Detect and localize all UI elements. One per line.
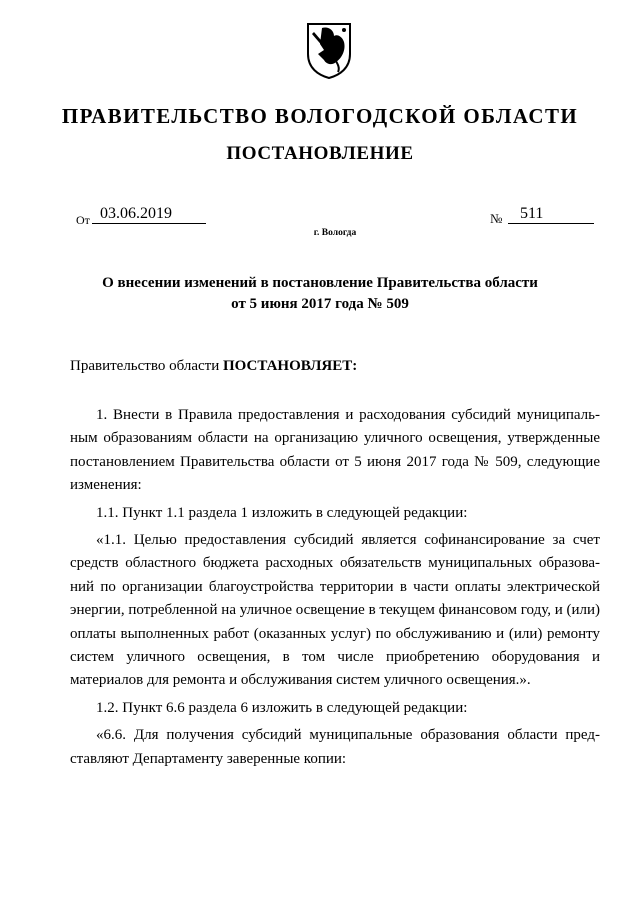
vologda-coat-of-arms-icon — [304, 20, 354, 80]
subject-line-2: от 5 июня 2017 года № 509 — [231, 296, 409, 312]
number-label: № — [490, 211, 503, 226]
date-value: 03.06.2019 — [92, 204, 206, 224]
org-title: ПРАВИТЕЛЬСТВО ВОЛОГОДСКОЙ ОБЛАСТИ — [61, 104, 579, 128]
document-subject — [60, 273, 580, 315]
paragraph: 1.2. Пункт 6.6 раздела 6 изложить в следующей редакции: — [96, 699, 468, 716]
resolve-keyword: ПОСТАНОВЛЯЕТ: — [222, 358, 358, 374]
paragraph: 1.1. Пункт 1.1 раздела 1 изложить в следующей редакции: — [96, 504, 468, 521]
paragraph: «1.1. Целью предоставления субсидий является софинансирование за счет средств областного бюджета расходных обязательств муниципальных образований по организации благоустройства территории в части оплаты электрической энергии, потребленной на уличное освещение в текущем финансовом году, и (или) оплаты выполненных работ (оказанных услуг) по обслуживанию и (или) ремонту систем уличного освещения, в том числе приобретению оборудования и материалов для ремонта и обслуживания систем уличного освещения.». — [70, 532, 601, 689]
resolve-statement — [70, 358, 357, 375]
date-label: От — [76, 213, 90, 227]
document-type: ПОСТАНОВЛЕНИЕ — [226, 143, 414, 164]
city-label: г. Вологда — [313, 228, 357, 238]
number-value: 511 — [508, 204, 594, 224]
document-body — [70, 404, 600, 771]
resolve-prefix: Правительство области — [70, 358, 223, 374]
paragraph: 1. Внести в Правила предоставления и расходования субсидий муниципальным образованиям области на организацию уличного освещения, утвержденные постановлением Правительства области от 5 июня 2017 года № 509, следующие изменения: — [70, 407, 600, 494]
paragraph: «6.6. Для получения субсидий муниципальные образования области представляют Департаменту заверенные копии: — [70, 727, 600, 767]
subject-line-1: О внесении изменений в постановление Правительства области — [102, 275, 538, 291]
